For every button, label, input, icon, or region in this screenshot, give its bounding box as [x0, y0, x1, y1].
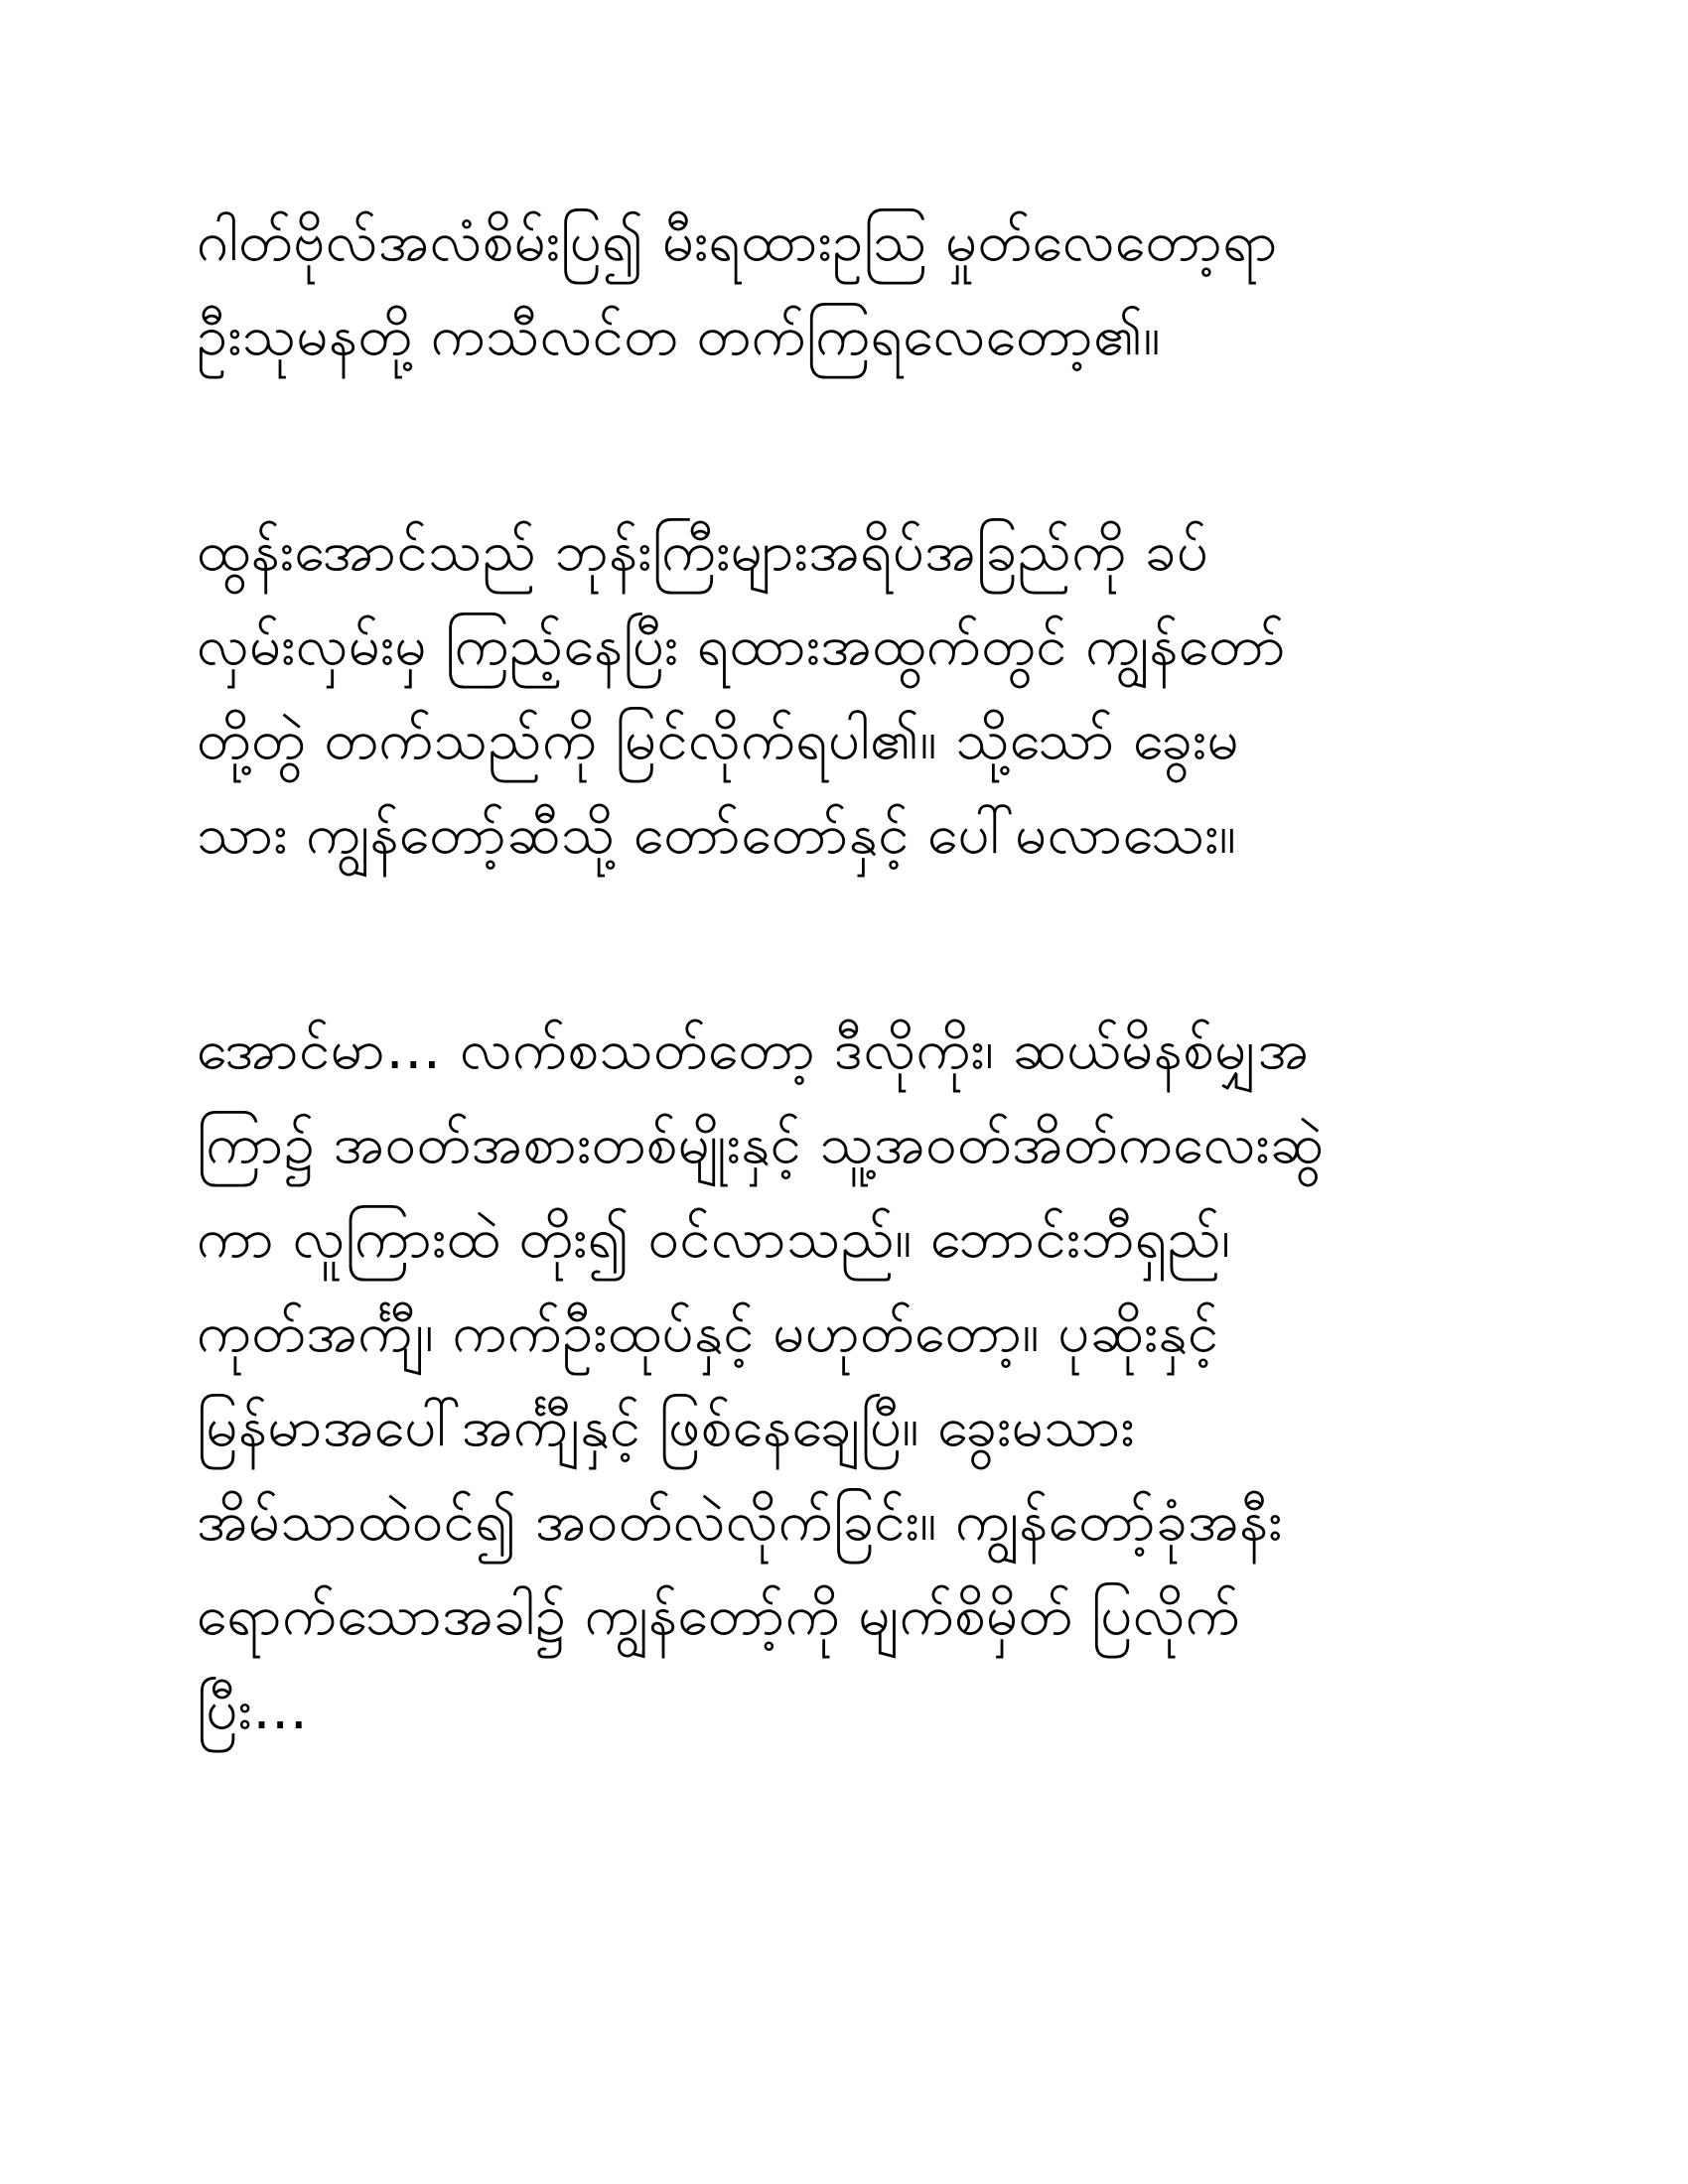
text-line: ကုတ်အင်္ကျီ၊ ကက်ဦးထုပ်နှင့် မဟုတ်တော့။ ပုဆိုးနှင့် [197, 1300, 1219, 1365]
paragraph-3 [197, 1003, 1487, 1757]
text-line: အောင်မာ… လက်စသတ်တော့ ဒီလိုကိုး၊ ဆယ်မိနစ်မျှအ [197, 1018, 1310, 1082]
text-line: ဦးသုမနတို့ ကသီလင်တ တက်ကြရလေတော့၏။ [197, 304, 1161, 368]
text-line: ရောက်သောအခါ၌ ကျွန်တော့်ကို မျက်စိမှိတ် ပြလိုက် [197, 1583, 1241, 1648]
text-line: တို့တွဲ တက်သည်ကို မြင်လိုက်ရပါ၏။ သို့သော် ခွေးမ [197, 708, 1239, 772]
text-line: ဂါတ်ဗိုလ်အလံစိမ်းပြ၍ မီးရထားဥသြ မှုတ်လေတော့ရာ [197, 209, 1279, 274]
text-line: သား ကျွန်တော့်ဆီသို့ တော်တော်နှင့် ပေါ်မလာသေး။ [197, 802, 1237, 867]
text-line: ကြာ၌ အဝတ်အစားတစ်မျိုးနှင့် သူ့အဝတ်အိတ်ကလေးဆွဲ [197, 1112, 1325, 1176]
paragraph-2 [197, 504, 1487, 882]
text-line: ထွန်းအောင်သည် ဘုန်းကြီးများအရိပ်အခြည်ကို ခပ် [197, 519, 1209, 584]
text-line: ကာ လူကြားထဲ တိုး၍ ဝင်လာသည်။ ဘောင်းဘီရှည်၊ [197, 1206, 1231, 1271]
text-line: မြန်မာအပေါ်အင်္ကျီနှင့် ဖြစ်နေချေပြီ။ ခွေးမသား [197, 1395, 1135, 1459]
paragraph-1 [197, 195, 1487, 383]
text-line: အိမ်သာထဲဝင်၍ အဝတ်လဲလိုက်ခြင်း။ ကျွန်တော့်ခုံအနီး [197, 1489, 1283, 1554]
paragraph-spacer [197, 383, 1487, 504]
document-page [197, 195, 1487, 2140]
text-line: ပြီး… [197, 1678, 309, 1742]
paragraph-spacer [197, 882, 1487, 1003]
text-line: လှမ်းလှမ်းမှ ကြည့်နေပြီး ရထားအထွက်တွင် ကျွန်တော် [197, 614, 1287, 678]
